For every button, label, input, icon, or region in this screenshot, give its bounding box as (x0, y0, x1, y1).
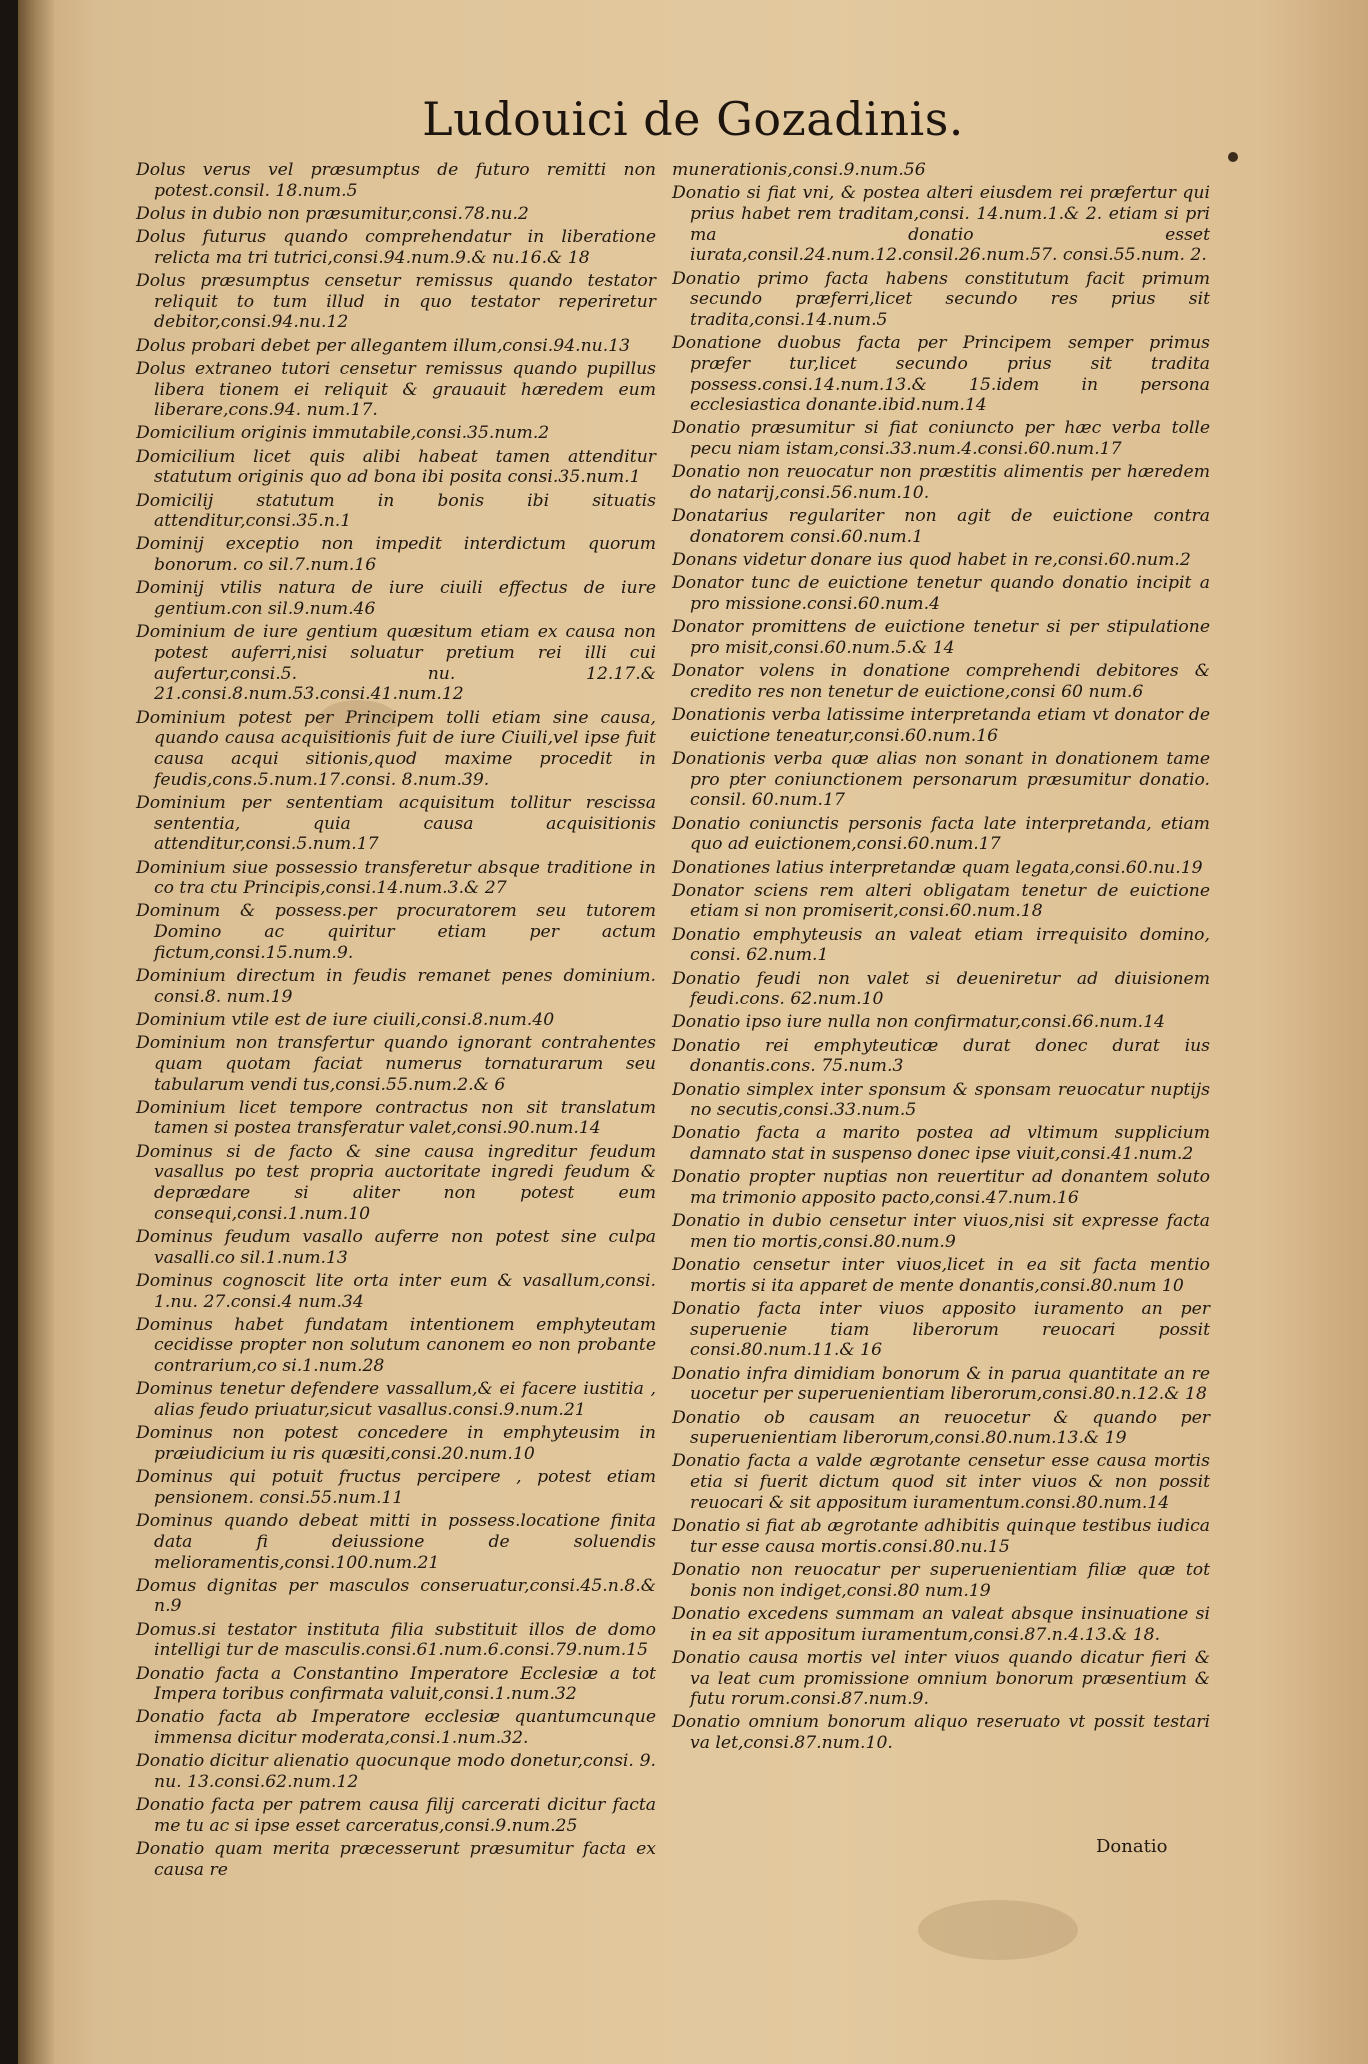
page-gutter (18, 0, 54, 2064)
index-entry: Dominus tenetur defendere vassallum,& ei facere iustitia , alias feudo priuatur,sicut vasallus.consi.9.num.21 (136, 1379, 656, 1421)
index-entry: Domicilium originis immutabile,consi.35.num.2 (136, 423, 550, 444)
index-entry: Domus dignitas per masculos conseruatur,consi.45.n.8.& n.9 (136, 1575, 656, 1617)
index-entry: Donationis verba quæ alias non sonant in donationem tame pro pter coniunctionem personarum præsumitur donatio. consil. 60.num.17 (672, 748, 1210, 811)
index-entry: Donatione duobus facta per Principem semper primus præfer tur,licet secundo prius sit tradita possess.consi.14.num.13.& 15.idem in persona ecclesiastica donante.ibid.num.14 (672, 333, 1210, 416)
index-entry: Dominum & possess.per procuratorem seu tutorem Domino ac quiritur etiam per actum fictum,consi.15.num.9. (136, 901, 656, 963)
index-entry: Donatio ob causam an reuocetur & quando per superuenientiam liberorum,consi.80.num.13.& 19 (672, 1407, 1210, 1449)
index-entry: Donatio feudi non valet si deueniretur ad diuisionem feudi.cons. 62.num.10 (672, 968, 1210, 1010)
book-page (18, 0, 1368, 2064)
index-entry: Donatio facta a marito postea ad vltimum supplicium damnato stat in suspenso donec ipse viuit,consi.41.num.2 (672, 1123, 1210, 1165)
index-entry: Dominium vtile est de iure ciuili,consi.8.num.40 (136, 1009, 555, 1030)
catchword: Donatio (1096, 1836, 1168, 1857)
index-entry: Donatio facta a valde ægrotante censetur esse causa mortis etia si fuerit dictum quod sit inter viuos & non possit reuocari & sit appositum iuramentum.consi.80.num.14 (672, 1451, 1210, 1513)
index-entry: Donatio ipso iure nulla non confirmatur,consi.66.num.14 (672, 1012, 1165, 1033)
index-entry: Donatio dicitur alienatio quocunque modo donetur,consi. 9. nu. 13.consi.62.num.12 (136, 1751, 656, 1793)
index-entry: Donatio omnium bonorum aliquo reseruato vt possit testari va let,consi.87.num.10. (672, 1712, 1210, 1754)
index-entry: Donatio censetur inter viuos,licet in ea sit facta mentio mortis si ita apparet de mente donantis,consi.80.num 10 (672, 1255, 1210, 1296)
index-entry: Dominium potest per Principem tolli etiam sine causa, quando causa acquisitionis fuit de iure Ciuili,vel ipse fuit causa acqui sitionis,quod maxime procedit in feudis,cons.5.num.17.consi. 8.num.39. (136, 707, 656, 790)
index-entry: Dominij vtilis natura de iure ciuili effectus de iure gentium.con sil.9.num.46 (136, 578, 656, 620)
stain (918, 1900, 1078, 1960)
index-entry: Donationis verba latissime interpretanda etiam vt donator de euictione teneatur,consi.60.num.16 (672, 705, 1210, 746)
index-entry: Donatio facta ab Imperatore ecclesiæ quantumcunque immensa dicitur moderata,consi.1.num.32. (136, 1707, 656, 1749)
index-entry: Donatio in dubio censetur inter viuos,nisi sit expresse facta men tio mortis,consi.80.num.9 (672, 1211, 1210, 1252)
index-column-left (136, 160, 656, 1883)
index-entry: Donatio si fiat vni, & postea alteri eiusdem rei præfertur qui prius habet rem traditam,consi. 14.num.1.& 2. etiam si pri ma donatio esset iurata,consil.24.num.12.consil.26.num.57. consi.55.num. 2. (672, 183, 1210, 266)
index-entry: Donatio non reuocatur non præstitis alimentis per hæredem do natarij,consi.56.num.10. (672, 462, 1210, 504)
index-entry: Donatio facta a Constantino Imperatore Ecclesiæ a tot Impera toribus confirmata valuit,consi.1.num.32 (136, 1663, 656, 1705)
index-entry: Donator promittens de euictione tenetur si per stipulatione pro misit,consi.60.num.5.& 14 (672, 617, 1210, 658)
index-entry: Donatio simplex inter sponsum & sponsam reuocatur nuptijs no secutis,consi.33.num.5 (672, 1079, 1210, 1121)
index-entry: Donator volens in donatione comprehendi debitores & credito res non tenetur de euictione,consi 60 num.6 (672, 661, 1210, 702)
index-entry: Donatio excedens summam an valeat absque insinuatione si in ea sit appositum iuramentum,consi.87.n.4.13.& 18. (672, 1603, 1210, 1645)
index-entry: Donatio non reuocatur per superuenientiam filiæ quæ tot bonis non indiget,consi.80 num.19 (672, 1560, 1210, 1601)
index-entry: Dominus feudum vasallo auferre non potest sine culpa vasalli.co sil.1.num.13 (136, 1226, 656, 1268)
index-entry: Donatio causa mortis vel inter viuos quando dicatur fieri & va leat cum promissione omnium bonorum præsentium & futu rorum.consi.87.num.9. (672, 1647, 1210, 1710)
index-entry: Donatio propter nuptias non reuertitur ad donantem soluto ma trimonio apposito pacto,consi.47.num.16 (672, 1167, 1210, 1209)
index-entry: Donatio facta inter viuos apposito iuramento an per superuenie tiam liberorum reuocari possit consi.80.num.11.& 16 (672, 1299, 1210, 1361)
page-title: Ludouici de Gozadinis. (422, 92, 964, 146)
index-entry: Donatio emphyteusis an valeat etiam irrequisito domino, consi. 62.num.1 (672, 924, 1210, 966)
index-entry: Dolus in dubio non præsumitur,consi.78.nu.2 (136, 203, 529, 224)
index-entry: Donatio præsumitur si fiat coniuncto per hæc verba tolle pecu niam istam,consi.33.num.4.consi.60.num.17 (672, 418, 1210, 460)
index-column-right (672, 160, 1210, 1756)
index-entry: Donatio si fiat ab ægrotante adhibitis quinque testibus iudica tur esse causa mortis.consi.80.nu.15 (672, 1516, 1210, 1557)
index-entry: Dominium siue possessio transferetur absque traditione in co tra ctu Principis,consi.14.num.3.& 27 (136, 857, 656, 899)
index-entry: Dominus si de facto & sine causa ingreditur feudum vasallus po test propria auctoritate ingredi feudum & deprædare si aliter non potest eum consequi,consi.1.num.10 (136, 1141, 656, 1224)
index-entry: Dolus futurus quando comprehendatur in liberatione relicta ma tri tutrici,consi.94.num.9.& nu.16.& 18 (136, 227, 656, 268)
index-entry: Domicilij statutum in bonis ibi situatis attenditur,consi.35.n.1 (136, 490, 656, 532)
index-entry: Dominium de iure gentium quæsitum etiam ex causa non potest auferri,nisi soluatur pretium rei illi cui aufertur,consi.5. nu. 12.17.& 21.consi.8.num.53.consi.41.num.12 (136, 622, 656, 705)
index-entry: Dominus habet fundatam intentionem emphyteutam cecidisse propter non solutum canonem eo non probante contrarium,co si.1.num.28 (136, 1314, 656, 1377)
index-entry: Domus.si testator instituta filia substituit illos de domo intelligi tur de masculis.consi.61.num.6.consi.79.num.15 (136, 1619, 656, 1661)
index-entry: Donatio coniunctis personis facta late interpretanda, etiam quo ad euictionem,consi.60.num.17 (672, 813, 1210, 855)
index-entry: Dominium licet tempore contractus non sit translatum tamen si postea transferatur valet,consi.90.num.14 (136, 1097, 656, 1139)
index-entry: Dominus qui potuit fructus percipere , potest etiam pensionem. consi.55.num.11 (136, 1467, 656, 1508)
index-entry: Dominium per sententiam acquisitum tollitur rescissa sententia, quia causa acquisitionis attenditur,consi.5.num.17 (136, 792, 656, 855)
index-entry: Donationes latius interpretandæ quam legata,consi.60.nu.19 (672, 857, 1203, 878)
index-entry: Domicilium licet quis alibi habeat tamen attenditur statutum originis quo ad bona ibi posita consi.35.num.1 (136, 446, 656, 488)
index-entry: Donatio primo facta habens constitutum facit primum secundo præferri,licet secundo res prius sit tradita,consi.14.num.5 (672, 268, 1210, 330)
index-entry: Dolus verus vel præsumptus de futuro remitti non potest.consil. 18.num.5 (136, 160, 656, 201)
index-entry: Dominus cognoscit lite orta inter eum & vasallum,consi. 1.nu. 27.consi.4 num.34 (136, 1270, 656, 1312)
index-entry: Donator tunc de euictione tenetur quando donatio incipit a pro missione.consi.60.num.4 (672, 573, 1210, 615)
ink-dot (1228, 152, 1238, 162)
index-entry: Dolus extraneo tutori censetur remissus quando pupillus libera tionem ei reliquit & grauauit hæredem eum liberare,cons.94. num.17. (136, 358, 656, 421)
index-entry: Dominus non potest concedere in emphyteusim in præiudicium iu ris quæsiti,consi.20.num.10 (136, 1423, 656, 1464)
index-entry: Dominium directum in feudis remanet penes dominium. consi.8. num.19 (136, 966, 656, 1007)
index-entry: Dominij exceptio non impedit interdictum quorum bonorum. co sil.7.num.16 (136, 534, 656, 576)
index-entry: Donatio infra dimidiam bonorum & in parua quantitate an re uocetur per superuenientiam liberorum,consi.80.n.12.& 18 (672, 1363, 1210, 1405)
index-entry: Donatio facta per patrem causa filij carcerati dicitur facta me tu ac si ipse esset carceratus,consi.9.num.25 (136, 1795, 656, 1836)
index-entry: Dolus præsumptus censetur remissus quando testator reliquit to tum illud in quo testator reperiretur debitor,consi.94.nu.12 (136, 271, 656, 333)
index-entry: Donatio quam merita præcesserunt præsumitur facta ex causa re (136, 1839, 656, 1880)
index-entry: Donans videtur donare ius quod habet in re,consi.60.num.2 (672, 550, 1191, 571)
index-entry: Donator sciens rem alteri obligatam tenetur de euictione etiam si non promiserit,consi.60.num.18 (672, 880, 1210, 922)
index-entry: Dominium non transfertur quando ignorant contrahentes quam quotam faciat numerus tornaturarum seu tabularum vendi tus,consi.55.num.2.& 6 (136, 1033, 656, 1095)
index-entry: munerationis,consi.9.num.56 (672, 160, 926, 180)
index-entry: Dominus quando debeat mitti in possess.locatione finita data fi deiussione de soluendis melioramentis,consi.100.num.21 (136, 1511, 656, 1573)
index-entry: Donatio rei emphyteuticæ durat donec durat ius donantis.cons. 75.num.3 (672, 1035, 1210, 1077)
index-entry: Donatarius regulariter non agit de euictione contra donatorem consi.60.num.1 (672, 506, 1210, 547)
index-entry: Dolus probari debet per allegantem illum,consi.94.nu.13 (136, 335, 631, 356)
